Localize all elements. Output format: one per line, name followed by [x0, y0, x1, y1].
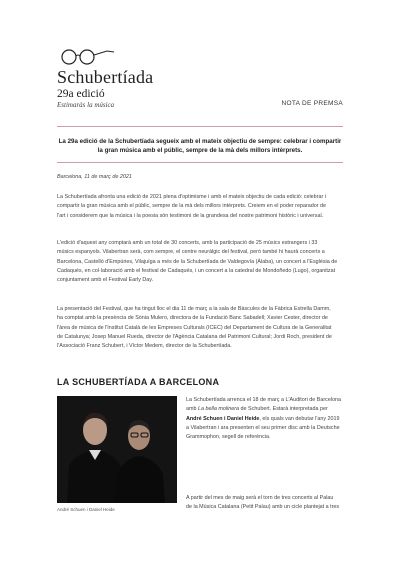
- work-title: La bella molinera: [197, 406, 240, 413]
- paragraph-line: La Schubertíada afronta una edició de 2021 plena d'optimisme i amb el mateix objectiu de cada edició: celebrar i: [57, 194, 326, 200]
- side-line: La Schubertíada arrenca el 18 de març a L'Auditori de Barcelona: [186, 397, 342, 403]
- date-line: [57, 173, 343, 182]
- glasses-logo-icon: [57, 47, 117, 65]
- artists-photo-image: [57, 396, 177, 503]
- paragraph-line: La presentació del Festival, que ha tingut lloc el dia 11 de març a la sala de Bàscules de la Fàbrica Estrella Damm,: [57, 306, 331, 312]
- side-line: [186, 405, 343, 414]
- paragraph-1: [57, 193, 343, 221]
- side-text: , els quals van debutar l'any 2019: [259, 415, 340, 422]
- section-title: LA SCHUBERTÍADA A BARCELONA: [57, 377, 220, 387]
- press-release-label: NOTA DE PREMSA: [281, 100, 343, 107]
- side-text: amb: [186, 406, 198, 413]
- paragraph-line: ha comptat amb la presència de Sònia Mulero, directora de la Fundació Banc Sabadell; Xavier Cester, director de: [57, 315, 328, 322]
- side-line: A partir del mes de maig serà el torn de tres concerts al Palau: [186, 495, 334, 501]
- side-text: de Schubert. Estarà interpretada per: [239, 406, 328, 413]
- barcelona-paragraph-1: [186, 396, 343, 442]
- edition-label: 29a edició: [57, 88, 105, 100]
- paragraph-line: Cadaqués, en col·laboració amb el festival de Cadaqués, i un concert a la catedral de Mondoñedo (Lugo), organitzat: [57, 267, 336, 274]
- headline-line-2: la gran música amb el públic, sempre de la mà dels millors intèrprets.: [97, 147, 303, 154]
- paragraph-line: l'art i considerem que la música i la poesia són testimoni de la grandesa del nostre patrimoni històric i universal.: [57, 212, 324, 219]
- performers-name: André Schuen i Daniel Heide: [186, 415, 260, 422]
- headline-top-divider: [57, 126, 343, 127]
- photo-caption: André Schuen i Daniel Heide: [57, 507, 115, 512]
- paragraph-line: músics espanyols. Vilabertran serà, com sempre, el centre neuràlgic del festival, però també hi haurà concerts a: [57, 249, 325, 256]
- paragraph-line: de Catalunya; Josep Manuel Rueda, director de l'Agència Catalana del Patrimoni Cultural; Jordi Roch, president de: [57, 333, 332, 340]
- side-line: de la Música Catalana (Petit Palau) amb un cicle plantejat a tres: [186, 504, 340, 511]
- side-line: a Vilabertran i ara presenten el seu primer disc amb la Deutsche: [186, 424, 340, 431]
- paragraph-line: compartir la gran música amb el públic, sempre de la mà dels millors intèrprets. Creiem en el poder reparador de: [57, 203, 327, 210]
- tagline: Estimaràs la música: [57, 101, 115, 109]
- paragraph-line: l'Associació Franz Schubert, i Víctor Medem, director de la Schubertíada.: [57, 343, 232, 350]
- brand-name: Schubertíada: [57, 67, 154, 87]
- schubertiada-logo: [57, 47, 154, 110]
- paragraph-2: [57, 239, 343, 285]
- side-line: [186, 415, 343, 424]
- paragraph-line: l'àrea de música de l'Institut Català de les Empreses Culturals (ICEC) del Departament de Cultura de la Generalitat: [57, 324, 332, 331]
- paragraph-line: Barcelona, Castelló d'Empúries, Vilajuïga a més de la Schubertíada de Valdegovía (Àlaba), un concert a l'Església de: [57, 258, 338, 265]
- headline: [57, 137, 343, 155]
- side-line: Grammophon, segell de referència.: [186, 434, 271, 441]
- headline-line-1: La 29a edició de la Schubertíada segueix amb el mateix objectiu de sempre: celebrar i compartir: [58, 138, 342, 145]
- headline-bottom-divider: [57, 162, 343, 163]
- paragraph-line: conjuntament amb el Festival Early Day.: [57, 277, 154, 284]
- date-text: Barcelona, 11 de març de 2021: [57, 174, 132, 180]
- barcelona-paragraph-2: [186, 494, 343, 513]
- paragraph-line: L'edició d'aquest any comptarà amb un total de 30 concerts, amb la participació de 25 músics estrangers i 33: [57, 240, 318, 246]
- artists-photo: [57, 396, 177, 503]
- paragraph-3: [57, 305, 343, 351]
